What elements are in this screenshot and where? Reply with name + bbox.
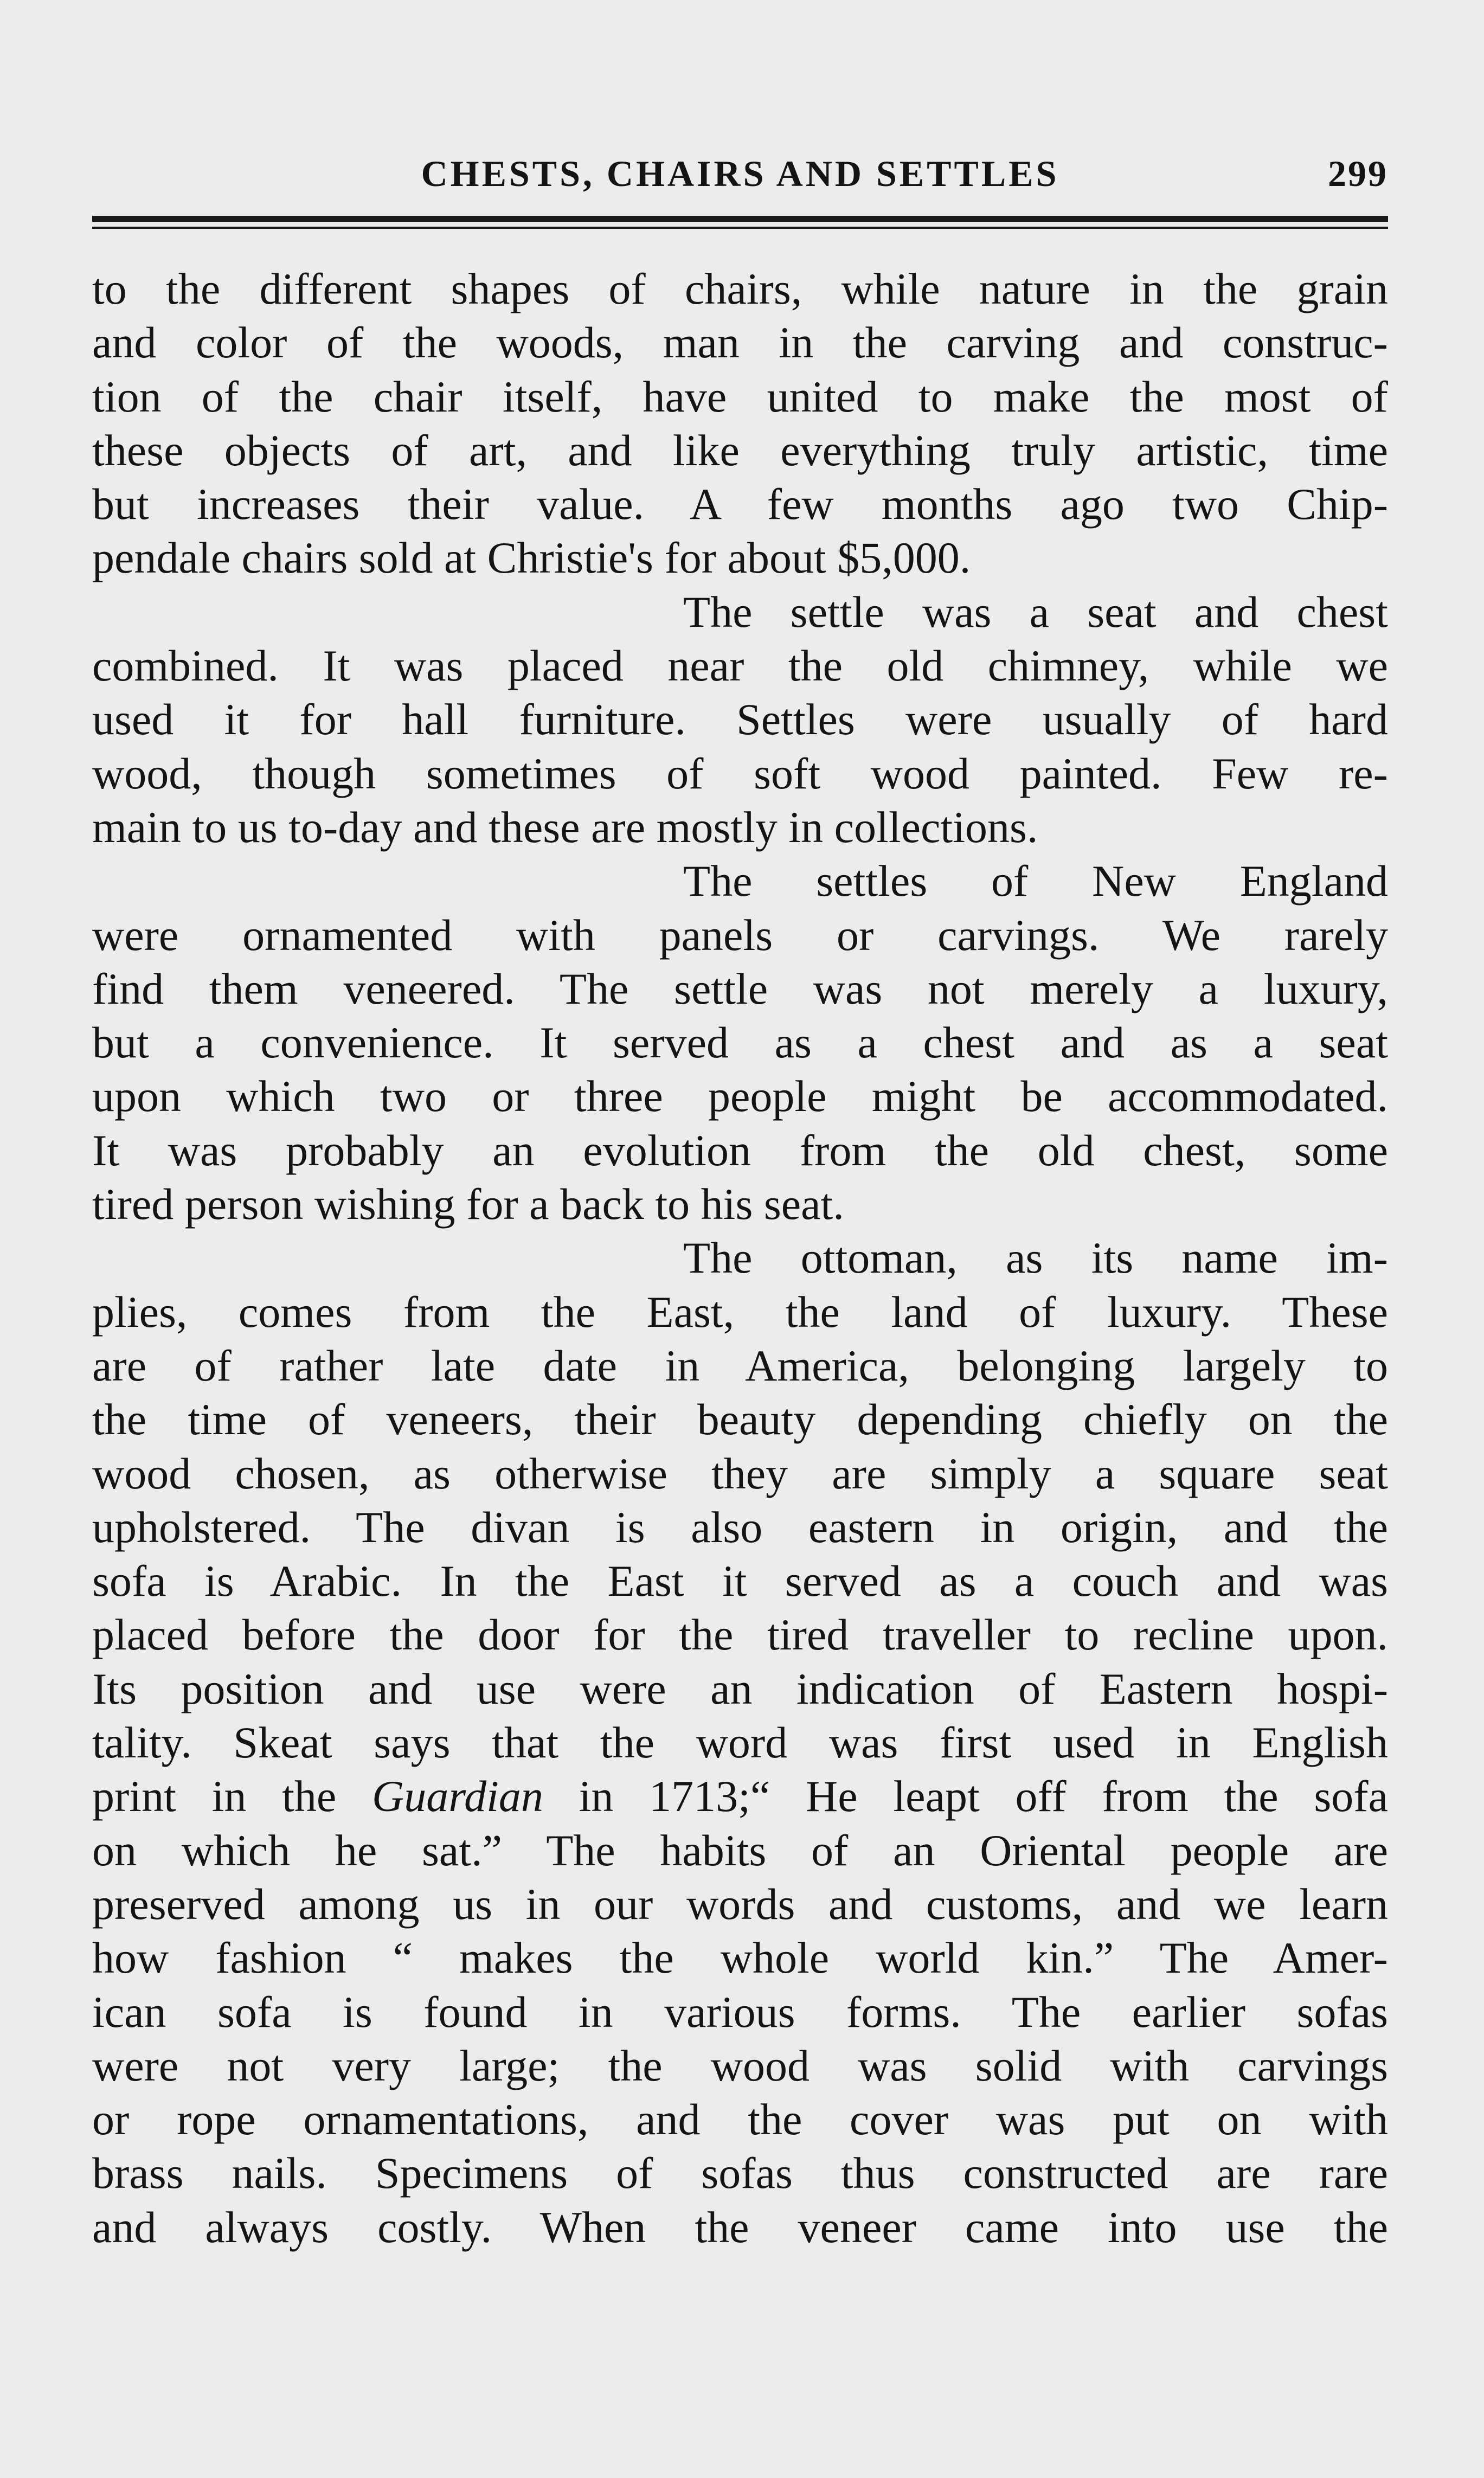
text-line: brass nails. Specimens of sofas thus constructed are rare — [92, 2148, 1388, 2198]
text-line: upholstered. The divan is also eastern in origin, and the — [92, 1502, 1388, 1552]
text-line: combined. It was placed near the old chimney, while we — [92, 641, 1388, 691]
page-number: 299 — [1328, 153, 1388, 194]
text-line: It was probably an evolution from the old chest, some — [92, 1125, 1388, 1175]
body-text — [92, 262, 1388, 2254]
text-line: tality. Skeat says that the word was first used in English — [92, 1718, 1388, 1768]
text-line: sofa is Arabic. In the East it served as a couch and was — [92, 1556, 1388, 1606]
text-line: and always costly. When the veneer came into use the — [92, 2202, 1388, 2252]
text-line: and color of the woods, man in the carving and construc- — [92, 318, 1388, 368]
text-line — [92, 1769, 1388, 1823]
text-line: tired person wishing for a back to his seat. — [92, 1179, 844, 1229]
paragraph-first-line: The settles of New England — [683, 856, 1388, 906]
text-line: tion of the chair itself, have united to make the most of — [92, 371, 1388, 421]
text-line: to the different shapes of chairs, while nature in the grain — [92, 264, 1388, 313]
header-rule-thin — [92, 227, 1388, 229]
text-line: main to us to-day and these are mostly in collections. — [92, 802, 1038, 852]
text-line: used it for hall furniture. Settles were usually of hard — [92, 695, 1388, 744]
paragraph-first-line: The ottoman, as its name im- — [683, 1233, 1388, 1283]
text-line: but a convenience. It served as a chest and as a seat — [92, 1018, 1388, 1068]
text-line: are of rather late date in America, belonging largely to — [92, 1340, 1388, 1390]
text-line: pendale chairs sold at Christie's for about $5,000. — [92, 533, 971, 583]
text-line: plies, comes from the East, the land of luxury. These — [92, 1287, 1388, 1337]
text-line: were ornamented with panels or carvings. We rarely — [92, 910, 1388, 960]
text-line: how fashion “ makes the whole world kin.” The Amer- — [92, 1933, 1388, 1983]
italic-title: Guardian — [372, 1771, 543, 1821]
running-head-title: CHESTS, CHAIRS AND SETTLES — [421, 153, 1059, 194]
text-line: wood chosen, as otherwise they are simply a square seat — [92, 1448, 1388, 1498]
text-line: preserved among us in our words and customs, and we learn — [92, 1879, 1388, 1929]
text-line: placed before the door for the tired traveller to recline upon. — [92, 1610, 1388, 1660]
text-line: upon which two or three people might be accommodated. — [92, 1071, 1388, 1121]
text-line: find them veneered. The settle was not merely a luxury, — [92, 964, 1388, 1013]
text-line: Its position and use were an indication of Eastern hospi- — [92, 1664, 1388, 1713]
running-head — [92, 146, 1388, 201]
text-segment: in 1713;“ He leapt off from the sofa — [543, 1771, 1388, 1821]
text-line: but increases their value. A few months ago two Chip- — [92, 479, 1388, 529]
header-rule-thick — [92, 216, 1388, 222]
text-line: these objects of art, and like everything truly artistic, time — [92, 425, 1388, 475]
text-line: on which he sat.” The habits of an Oriental people are — [92, 1825, 1388, 1875]
text-line: wood, though sometimes of soft wood painted. Few re- — [92, 748, 1388, 798]
text-segment: print in the — [92, 1771, 372, 1821]
text-line: the time of veneers, their beauty depending chiefly on the — [92, 1395, 1388, 1445]
paragraph-first-line: The settle was a seat and chest — [683, 587, 1388, 637]
text-line: or rope ornamentations, and the cover was put on with — [92, 2095, 1388, 2145]
text-line: ican sofa is found in various forms. The earlier sofas — [92, 1987, 1388, 2037]
text-line: were not very large; the wood was solid with carvings — [92, 2040, 1388, 2090]
